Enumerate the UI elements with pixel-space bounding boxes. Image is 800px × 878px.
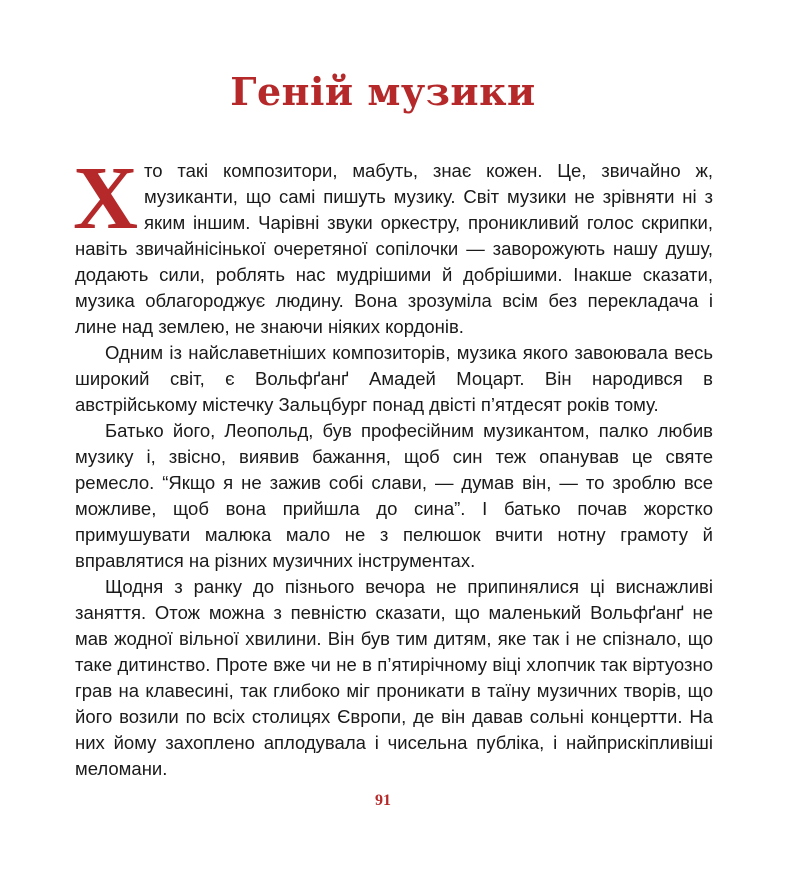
article-body (73, 149, 713, 782)
paragraph-3: Батько його, Леопольд, був професійним музикантом, палко любив музику і, звісно, виявив бажання, щоб син теж опанував це святе ремесло. “Якщо я не зажив собі слави, — думав він, — то зроблю все можливе, щоб вона прийшла до сина”. І батько почав жорстко примушувати малюка мало не з пелюшок вчити нотну грамоту й вправлятися на різних музичних інструментах. (75, 420, 713, 571)
paragraph-4: Щодня з ранку до пізнього вечора не припинялися ці виснажливі заняття. Отож можна з певністю сказати, що маленький Вольфґанґ не мав жодної вільної хвилини. Він був тим дитям, яке так і не спізнало, що таке дитинство. Проте вже чи не в п’ятирічному віці хлопчик так віртуозно грав на клавесині, так глибоко міг проникати в таїну музичних творів, що його возили по всіх столицях Європи, де він давав сольні концертти. На них йому захоплено аплодувала і чисельна публіка, і найприскіпливіші меломани. (75, 576, 713, 779)
page-title: Геній музики (230, 69, 536, 114)
page-number: 91 (375, 792, 391, 809)
paragraph-2: Одним із найславетніших композиторів, музика якого завоювала весь широкий світ, є Вольфґанґ Амадей Моцарт. Він народився в австрійському містечку Зальцбург понад двісті п’ятдесят років тому. (75, 342, 713, 415)
paragraph-1-text: то такі композитори, мабуть, знає кожен. Це, звичайно ж, музиканти, що самі пишуть музику. Світ музики не зрівняти ні з яким іншим. Чарівні звуки оркестру, проникливий голос скрипки, навіть звичайнісінької очеретяної сопілочки — заворожують нашу душу, додають сили, роблять нас мудрішими й добрішими. Інакше сказати, музика облагороджує людину. Вона зрозуміла всім без перекладача і лине над землею, не знаючи ніяких кордонів. (75, 160, 713, 337)
paragraph-1 (73, 149, 713, 340)
drop-cap: Х (73, 149, 138, 248)
